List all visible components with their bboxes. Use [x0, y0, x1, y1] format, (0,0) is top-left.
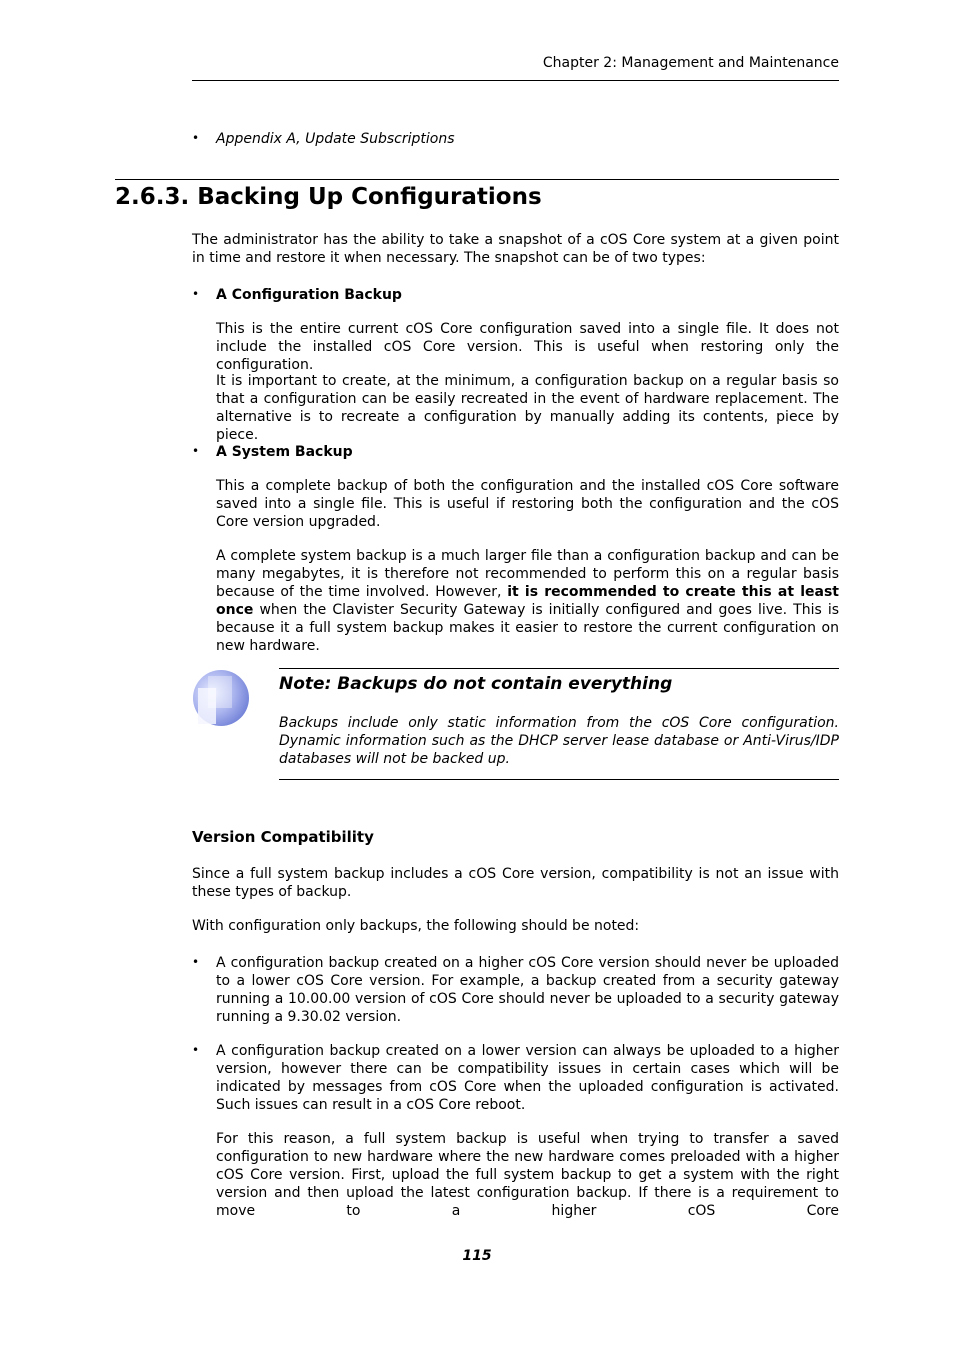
note-body: Backups include only static information from the cOS Core configuration. Dynamic information such as the DHCP server lease database or Anti-Virus/IDP databases will not be backed up.: [279, 715, 839, 767]
top-bullet-text: Appendix A, Update Subscriptions: [216, 131, 455, 147]
system-backup-title: A System Backup: [216, 444, 353, 460]
system-backup-p2-start: A complete system backup is a much larger file than a configuration backup and can be many megabytes, it is therefore not recommended to perform this on a regular basis because of the time involved. However,: [216, 548, 839, 600]
version-p3: For this reason, a full system backup is useful when trying to transfer a saved configuration to new hardware where the new hardware comes preloaded with a higher cOS Core version. First, upload the full system backup to get a system with the right version and then upload the latest configuration backup. If there is a requirement to move to a higher cOS Core: [216, 1131, 839, 1219]
note-bottom-rule: [279, 779, 839, 780]
note-page-icon: [192, 668, 252, 730]
bullet-dot: •: [192, 444, 200, 458]
bullet-dot: •: [192, 131, 200, 145]
version-bullet2: A configuration backup created on a lower version can always be uploaded to a higher version, however there can be compatibility issues in certain cases which will be indicated by messages from cOS Core when the uploaded configuration is activated. Such issues can result in a cOS Core reboot.: [216, 1043, 839, 1113]
version-compat-p2: With configuration only backups, the following should be noted:: [192, 918, 640, 934]
config-backup-title: A Configuration Backup: [216, 287, 402, 303]
version-compat-title: Version Compatibility: [192, 828, 374, 846]
config-backup-p2: It is important to create, at the minimum, a configuration backup on a regular basis so that a configuration can be easily recreated in the event of hardware replacement. The alternative is to recreate a configuration by manually adding its contents, piece by piece.: [216, 373, 839, 443]
page-number: 115: [462, 1248, 492, 1264]
version-bullet1: A configuration backup created on a higher cOS Core version should never be uploaded to a lower cOS Core version. For example, a backup created from a security gateway running a 10.00.00 version of cOS Core should never be uploaded to a security gateway running a 9.30.02 version.: [216, 955, 839, 1025]
running-header: Chapter 2: Management and Maintenance: [542, 55, 839, 71]
header-rule: [192, 80, 839, 81]
system-backup-p2: [216, 547, 839, 655]
section-rule: [115, 179, 839, 180]
system-backup-p2-end: when the Clavister Security Gateway is initially configured and goes live. This is because it a full system backup makes it easier to restore the current configuration on new hardware.: [216, 602, 839, 654]
version-compat-p1: Since a full system backup includes a cOS Core version, compatibility is not an issue with these types of backup.: [192, 866, 839, 900]
bullet-dot: •: [192, 1043, 200, 1057]
section-title: 2.6.3. Backing Up Configurations: [115, 184, 542, 210]
bullet-dot: •: [192, 287, 200, 301]
system-backup-p2-emphasis: it is recommended to create this at least once: [216, 584, 839, 618]
note-top-rule: [279, 668, 839, 669]
note-title: Note: Backups do not contain everything: [279, 674, 673, 694]
system-backup-p1: This a complete backup of both the configuration and the installed cOS Core software saved into a single file. This is useful if restoring both the configuration and the cOS Core version upgraded.: [216, 478, 839, 530]
bullet-dot: •: [192, 955, 200, 969]
section-intro: The administrator has the ability to take a snapshot of a cOS Core system at a given point in time and restore it when necessary. The snapshot can be of two types:: [192, 232, 839, 266]
config-backup-p1: This is the entire current cOS Core configuration saved into a single file. It does not include the installed cOS Core version. This is useful when restoring only the configuration.: [216, 321, 839, 373]
